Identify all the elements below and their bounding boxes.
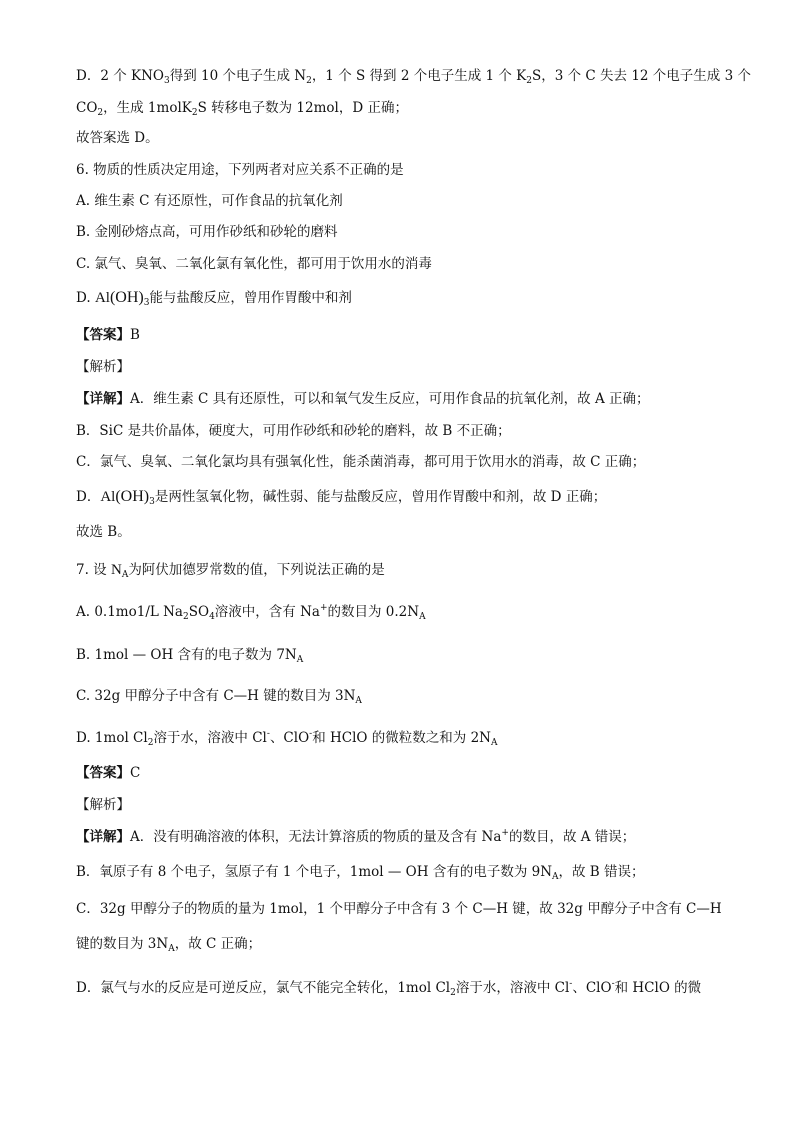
formula: Al: [100, 489, 116, 505]
q7-explanation-c: C．32g 甲醇分子的物质的量为 1mol，1 个甲醇分子中含有 3 个 C—H 键，故 32g 甲醇分子中含有 C—H: [76, 901, 722, 917]
q7-option-b: [76, 645, 303, 665]
q6-stem: 6. 物质的性质决定用途，下列两者对应关系不正确的是: [76, 162, 404, 178]
formula: N: [110, 562, 122, 578]
subscript: A: [419, 612, 426, 622]
q6-analysis-label: 【解析】: [76, 359, 130, 375]
superscript: +: [501, 828, 509, 838]
text: 、ClO: [572, 980, 612, 996]
q6-conclusion: 故选 B。: [76, 524, 131, 540]
text: 得到 10 个电子生成 N: [169, 68, 307, 84]
q7-option-c: [76, 686, 362, 706]
answer-value: B: [130, 327, 140, 343]
text: S 转移电子数为 12mol，D 正确；: [197, 100, 408, 116]
text: S，3 个 C 失去 12 个电子生成 3 个: [531, 68, 751, 84]
text: D．氯气与水的反应是可逆反应，氯气不能完全转化，1mol Cl: [76, 980, 451, 996]
answer-label: 【答案】: [76, 765, 130, 781]
text: 是两性氢氧化物，碱性弱、能与盐酸反应，曾用作胃酸中和剂，故 D 正确；: [154, 489, 607, 505]
q6-option-b: B. 金刚砂熔点高，可用作砂纸和砂轮的磨料: [76, 224, 338, 240]
text: D．2 个 KNO: [76, 68, 164, 84]
q7-stem: [76, 560, 385, 580]
superscript: +: [319, 603, 328, 613]
subscript: 4: [209, 612, 215, 622]
q7-explanation-c-cont: [76, 934, 261, 954]
q5-conclusion: 故答案选 D。: [76, 130, 159, 146]
q6-option-a: A. 维生素 C 有还原性，可作食品的抗氧化剂: [76, 193, 343, 209]
subscript: A: [296, 655, 304, 665]
q6-option-c: C. 氯气、臭氧、二氧化氯有氧化性，都可用于饮用水的消毒: [76, 256, 432, 272]
text: 的数目，故 A 错误；: [508, 829, 636, 845]
text: ，故 B 错误；: [558, 864, 645, 880]
subscript: 2: [147, 738, 154, 748]
text: B. 1mol — OH 含有的电子数为 7N: [76, 647, 297, 663]
subscript: 3: [143, 298, 150, 308]
detail-label: 【详解】: [76, 391, 130, 407]
subscript: 2: [191, 108, 198, 118]
answer-label: 【答案】: [76, 327, 130, 343]
text: 溶于水，溶液中 Cl: [153, 730, 267, 746]
superscript: -: [309, 729, 313, 739]
q7-analysis-label: 【解析】: [76, 797, 130, 813]
q6-option-d: [76, 288, 352, 308]
subscript: 3: [163, 76, 170, 86]
q7-answer: [76, 763, 140, 783]
q5-option-d-explanation-cont: [76, 98, 408, 118]
formula: (OH): [115, 488, 150, 505]
q6-explanation-c: C．氯气、臭氧、二氧化氯均具有强氧化性，能杀菌消毒，都可用于饮用水的消毒，故 C 正确；: [76, 454, 646, 470]
text: A. 0.1mo1/L Na: [76, 604, 183, 620]
q7-option-a: [76, 602, 426, 622]
text: ，1 个 S 得到 2 个电子生成 1 个 K: [311, 68, 527, 84]
subscript: A: [552, 872, 559, 882]
subscript: 2: [450, 988, 456, 998]
q6-answer: [76, 325, 140, 345]
text: C. 32g 甲醇分子中含有 C—H 键的数目为 3N: [76, 688, 356, 704]
text: 7. 设: [76, 562, 111, 578]
text: 溶于水，溶液中 Cl: [455, 980, 570, 996]
text: 能与盐酸反应，曾用作胃酸中和剂: [149, 290, 352, 306]
answer-value: C: [130, 765, 141, 781]
text: ，故 C 正确；: [174, 936, 262, 952]
subscript: 2: [97, 108, 104, 118]
formula: (OH): [109, 289, 144, 306]
superscript: -: [569, 979, 573, 989]
q7-option-d: [76, 728, 497, 748]
detail-label: 【详解】: [76, 829, 130, 845]
q7-explanation-a: [76, 827, 635, 847]
text: ，生成 1molK: [103, 100, 192, 116]
text: D．: [76, 489, 101, 505]
q7-explanation-b: [76, 862, 645, 882]
text: 为阿伏加德罗常数的值，下列说法正确的是: [128, 562, 385, 578]
q6-explanation-a: [76, 389, 650, 409]
subscript: A: [490, 738, 498, 748]
subscript: 3: [149, 497, 155, 507]
q5-option-d-explanation: [76, 66, 751, 86]
text: 和 HClO 的微: [614, 980, 702, 996]
subscript: 2: [526, 76, 532, 86]
subscript: 2: [306, 76, 312, 86]
q6-explanation-d: [76, 487, 606, 507]
text: 键的数目为 3N: [76, 936, 169, 952]
text: B．氧原子有 8 个电子，氢原子有 1 个电子，1mol — OH 含有的电子数为 9N: [76, 864, 553, 880]
text: 的数目为 0.2N: [327, 604, 420, 620]
text: 和 HClO 的微粒数之和为 2N: [312, 730, 491, 746]
text: 溶液中，含有 Na: [214, 604, 320, 620]
subscript: A: [168, 944, 175, 954]
subscript: 2: [183, 612, 189, 622]
text: D.: [76, 290, 95, 306]
formula: Al: [94, 290, 110, 306]
superscript: -: [266, 729, 270, 739]
text: SO: [188, 604, 210, 620]
text: CO: [76, 100, 98, 116]
text: D. 1mol Cl: [76, 730, 148, 746]
subscript: A: [121, 570, 129, 580]
text: A．没有明确溶液的体积，无法计算溶质的物质的量及含有 Na: [130, 829, 502, 845]
superscript: -: [611, 979, 615, 989]
text: 、ClO: [269, 730, 310, 746]
q6-explanation-b: B．SiC 是共价晶体，硬度大，可用作砂纸和砂轮的磨料，故 B 不正确；: [76, 423, 511, 439]
text: A．维生素 C 具有还原性，可以和氧气发生反应，可用作食品的抗氧化剂，故 A 正确；: [130, 391, 650, 407]
subscript: A: [355, 696, 362, 706]
q7-explanation-d: [76, 978, 701, 998]
